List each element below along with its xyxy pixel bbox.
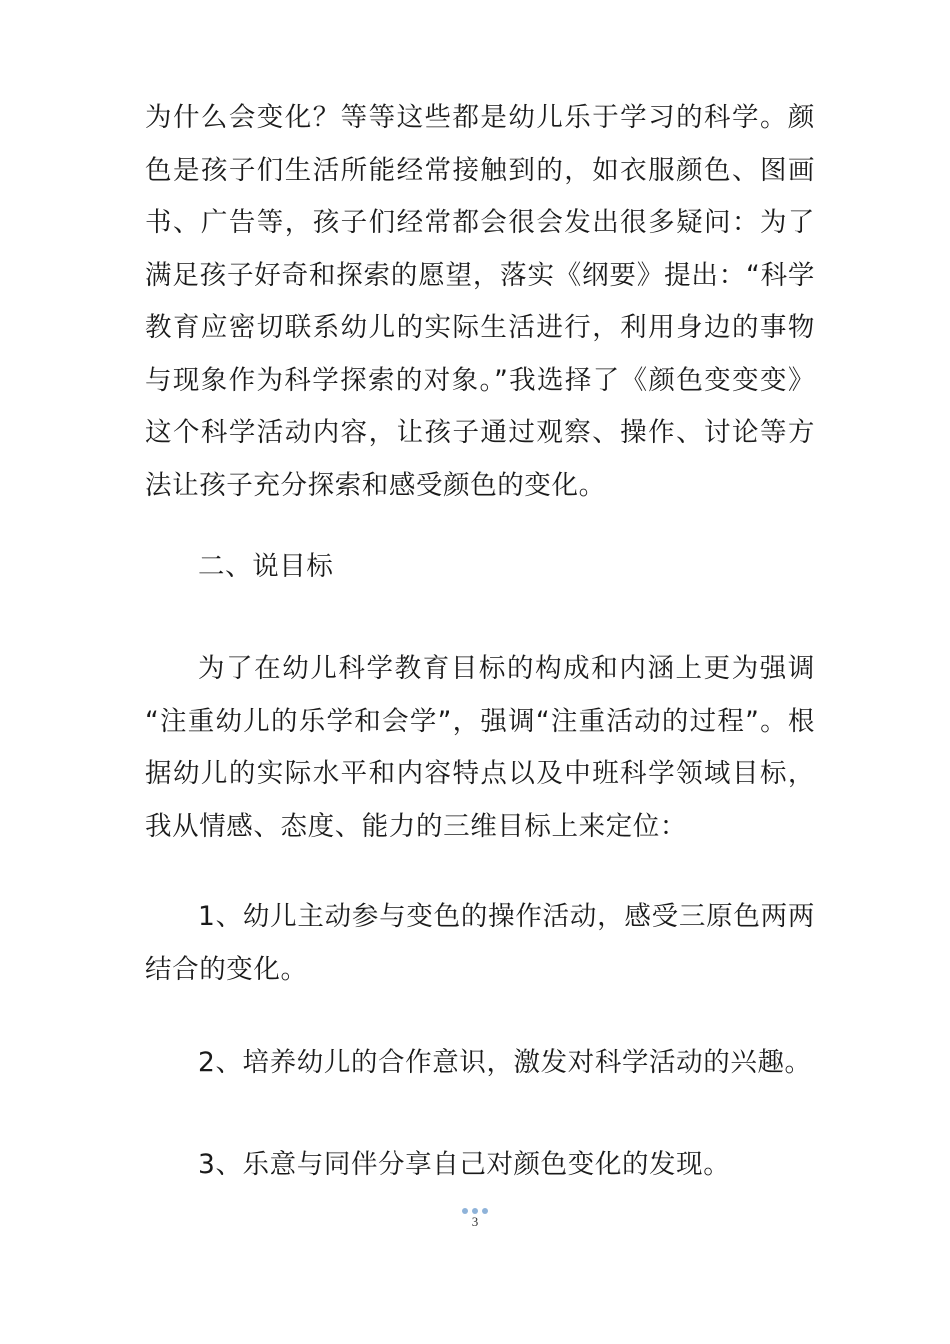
objective-item-1: 1、幼儿主动参与变色的操作活动，感受三原色两两结合的变化。 bbox=[145, 901, 815, 985]
section-heading-objectives: 二、说目标 bbox=[198, 551, 334, 582]
body-paragraph-objectives: 为了在幼儿科学教育目标的构成和内涵上更为强调 “注重幼儿的乐学和会学”，强调“注重活动的过程”。根据幼儿的实际水平和内容特点以及中班科学领域目标，我从情感、态度、能力的三维目标上来定位： bbox=[145, 653, 815, 842]
objective-item-3: 3、乐意与同伴分享自己对颜色变化的发现。 bbox=[198, 1149, 731, 1180]
objective-item-2: 2、培养幼儿的合作意识，激发对科学活动的兴趣。 bbox=[198, 1047, 812, 1078]
body-paragraph-intro: 为什么会变化？等等这些都是幼儿乐于学习的科学。颜色是孩子们生活所能经常接触到的，如衣服颜色、图画书、广告等，孩子们经常都会很会发出很多疑问：为了满足孩子好奇和探索的愿望，落实《纲要》提出：“科学教育应密切联系幼儿的实际生活进行，利用身边的事物与现象作为科学探索的对象。”我选择了《颜色变变变》这个科学活动内容，让孩子通过观察、操作、讨论等方法让孩子充分探索和感受颜色的变化。 bbox=[145, 102, 815, 501]
page-number: 3 bbox=[471, 1214, 479, 1229]
